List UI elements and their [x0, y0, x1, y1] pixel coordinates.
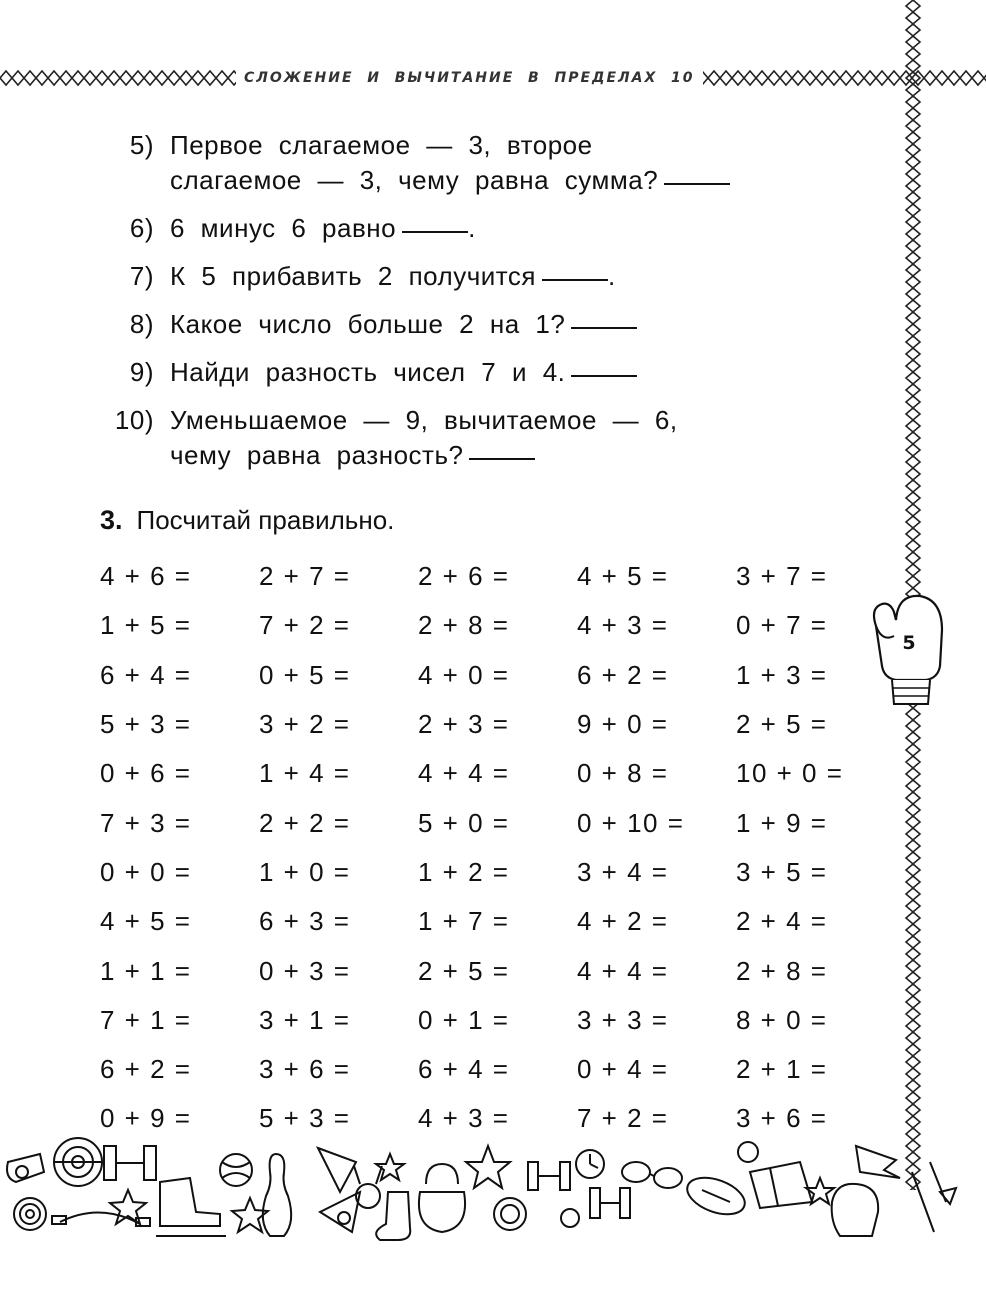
problem-number: 9)	[129, 357, 154, 387]
problem-text: 6 минус 6 равно	[170, 213, 397, 243]
equation[interactable]: 3 + 7 =	[736, 561, 828, 592]
problem-10-line	[100, 438, 860, 473]
equation[interactable]: 3 + 4 =	[577, 856, 669, 887]
football-icon	[682, 1171, 749, 1222]
equation[interactable]: 4 + 6 =	[100, 561, 192, 592]
bowling-pin-icon	[263, 1154, 291, 1236]
problem-suffix: .	[607, 261, 616, 291]
star-icon	[466, 1146, 510, 1188]
problem-number	[100, 163, 154, 198]
equation-row	[100, 848, 895, 897]
equation[interactable]: 0 + 10 =	[577, 807, 685, 838]
equation[interactable]: 3 + 1 =	[259, 1004, 351, 1035]
goggles-icon	[622, 1162, 682, 1188]
equation[interactable]: 1 + 4 =	[259, 758, 351, 789]
equation[interactable]: 3 + 6 =	[736, 1103, 828, 1134]
darts-icon	[912, 1162, 956, 1232]
jump-rope-icon	[52, 1212, 150, 1226]
problem-suffix: .	[468, 213, 476, 243]
equation[interactable]: 2 + 5 =	[736, 709, 828, 740]
equation[interactable]: 6 + 2 =	[100, 1054, 192, 1085]
equation[interactable]: 2 + 6 =	[418, 561, 510, 592]
page-number: 5	[902, 632, 916, 654]
word-problems	[100, 128, 860, 473]
sock-icon	[376, 1192, 410, 1240]
flippers-icon	[750, 1162, 812, 1208]
equation[interactable]: 2 + 7 =	[259, 561, 351, 592]
equation[interactable]: 7 + 1 =	[100, 1004, 192, 1035]
answer-blank[interactable]	[542, 259, 608, 281]
problem-text: Первое слагаемое — 3, второе	[170, 130, 593, 160]
equation-row	[100, 897, 895, 946]
skate-icon	[156, 1178, 226, 1236]
equation[interactable]: 2 + 1 =	[736, 1054, 828, 1085]
equation[interactable]: 2 + 8 =	[418, 610, 510, 641]
equation[interactable]: 7 + 3 =	[100, 807, 192, 838]
whistle-icon	[7, 1154, 44, 1182]
equation-row	[100, 798, 895, 847]
problem-6-line	[100, 211, 860, 246]
equation[interactable]: 4 + 2 =	[577, 906, 669, 937]
equation-row	[100, 749, 895, 798]
shuttlecock-icon	[320, 1192, 360, 1232]
equation[interactable]: 4 + 4 =	[418, 758, 510, 789]
equation[interactable]: 7 + 2 =	[577, 1103, 669, 1134]
equation-grid	[100, 552, 895, 1144]
equation[interactable]: 0 + 7 =	[736, 610, 828, 641]
dumbbell-icon	[104, 1146, 156, 1180]
equation[interactable]: 6 + 3 =	[259, 906, 351, 937]
equation[interactable]: 1 + 1 =	[100, 955, 192, 986]
equation[interactable]: 0 + 4 =	[577, 1054, 669, 1085]
answer-blank[interactable]	[571, 355, 637, 377]
equation[interactable]: 7 + 2 =	[259, 610, 351, 641]
equation[interactable]: 3 + 6 =	[259, 1054, 351, 1085]
equation-row	[100, 996, 895, 1045]
pennant-icon	[318, 1148, 356, 1192]
page-header-title: СЛОЖЕНИЕ И ВЫЧИТАНИЕ В ПРЕДЕЛАХ 10	[236, 68, 703, 88]
barbell-icon	[528, 1162, 630, 1218]
tape-icon	[14, 1198, 46, 1230]
sports-doodles-footer	[0, 1132, 986, 1247]
problem-number: 10)	[114, 405, 154, 435]
equation[interactable]: 2 + 5 =	[418, 955, 510, 986]
equation[interactable]: 2 + 2 =	[259, 807, 351, 838]
equation[interactable]: 8 + 0 =	[736, 1004, 828, 1035]
equation[interactable]: 2 + 8 =	[736, 955, 828, 986]
equation[interactable]: 0 + 0 =	[100, 856, 192, 887]
equation-row	[100, 601, 895, 650]
problem-number	[100, 438, 154, 473]
ball-icon	[220, 1154, 252, 1186]
equation[interactable]: 2 + 3 =	[418, 709, 510, 740]
problem-number: 7)	[129, 261, 154, 291]
glove-icon	[832, 1184, 878, 1236]
equation-row	[100, 1045, 895, 1094]
equation[interactable]: 1 + 2 =	[418, 856, 510, 887]
problem-8-line	[100, 307, 860, 342]
task-number: 3.	[100, 505, 123, 535]
equation-row	[100, 552, 895, 601]
equation[interactable]: 0 + 1 =	[418, 1004, 510, 1035]
problem-5-line	[100, 163, 860, 198]
equation[interactable]: 0 + 8 =	[577, 758, 669, 789]
star-icon	[376, 1154, 404, 1180]
problem-text: слагаемое — 3, чему равна сумма?	[170, 165, 659, 195]
equation[interactable]: 1 + 7 =	[418, 906, 510, 937]
problem-text: Уменьшаемое — 9, вычитаемое — 6,	[170, 405, 678, 435]
equation[interactable]: 6 + 4 =	[418, 1054, 510, 1085]
equation[interactable]: 3 + 5 =	[736, 856, 828, 887]
problem-text: чему равна разность?	[170, 440, 464, 470]
equation[interactable]: 0 + 9 =	[100, 1103, 192, 1134]
kettlebell-icon	[419, 1164, 465, 1232]
equation-row	[100, 946, 895, 995]
problem-10-line	[100, 403, 860, 438]
problem-number: 8)	[129, 309, 154, 339]
spiral-icon	[738, 1142, 758, 1162]
problem-7-line	[100, 259, 860, 294]
equation[interactable]: 1 + 5 =	[100, 610, 192, 641]
rosette-icon	[494, 1198, 526, 1230]
equation[interactable]: 4 + 3 =	[577, 610, 669, 641]
answer-blank[interactable]	[469, 438, 535, 460]
star-icon	[806, 1178, 834, 1204]
equation[interactable]: 3 + 3 =	[577, 1004, 669, 1035]
equation[interactable]: 4 + 4 =	[577, 955, 669, 986]
problem-number: 5)	[129, 130, 154, 160]
equation[interactable]: 1 + 3 =	[736, 659, 828, 690]
equation[interactable]: 6 + 2 =	[577, 659, 669, 690]
equation[interactable]: 5 + 3 =	[100, 709, 192, 740]
equation[interactable]: 4 + 5 =	[100, 906, 192, 937]
stopwatch-icon	[576, 1150, 604, 1178]
equation[interactable]: 4 + 5 =	[577, 561, 669, 592]
equation[interactable]: 0 + 3 =	[259, 955, 351, 986]
equation[interactable]: 0 + 5 =	[259, 659, 351, 690]
equation[interactable]: 0 + 6 =	[100, 758, 192, 789]
problem-number: 6)	[129, 213, 154, 243]
answer-blank[interactable]	[571, 307, 637, 329]
equation[interactable]: 1 + 9 =	[736, 807, 828, 838]
ball-icon	[561, 1209, 579, 1227]
equation[interactable]: 5 + 3 =	[259, 1103, 351, 1134]
task-instruction: Посчитай правильно.	[136, 505, 395, 535]
equation[interactable]: 4 + 0 =	[418, 659, 510, 690]
equation[interactable]: 1 + 0 =	[259, 856, 351, 887]
problem-text: К 5 прибавить 2 получится	[170, 261, 536, 291]
task-3-heading	[100, 505, 394, 536]
ribbon-icon	[856, 1146, 900, 1178]
equation[interactable]: 2 + 4 =	[736, 906, 828, 937]
equation[interactable]: 10 + 0 =	[736, 758, 844, 789]
equation-row	[100, 700, 895, 749]
problem-5-line	[100, 128, 860, 163]
target-icon	[54, 1138, 102, 1186]
problem-text: Найди разность чисел 7 и 4.	[170, 357, 566, 387]
equation[interactable]: 4 + 3 =	[418, 1103, 510, 1134]
equation[interactable]: 3 + 2 =	[259, 709, 351, 740]
answer-blank[interactable]	[664, 163, 730, 185]
problem-text: Какое число больше 2 на 1?	[170, 309, 566, 339]
equation[interactable]: 6 + 4 =	[100, 659, 192, 690]
equation[interactable]: 5 + 0 =	[418, 807, 510, 838]
problem-9-line	[100, 355, 860, 390]
answer-blank[interactable]	[402, 211, 468, 233]
equation-row	[100, 651, 895, 700]
equation[interactable]: 9 + 0 =	[577, 709, 669, 740]
